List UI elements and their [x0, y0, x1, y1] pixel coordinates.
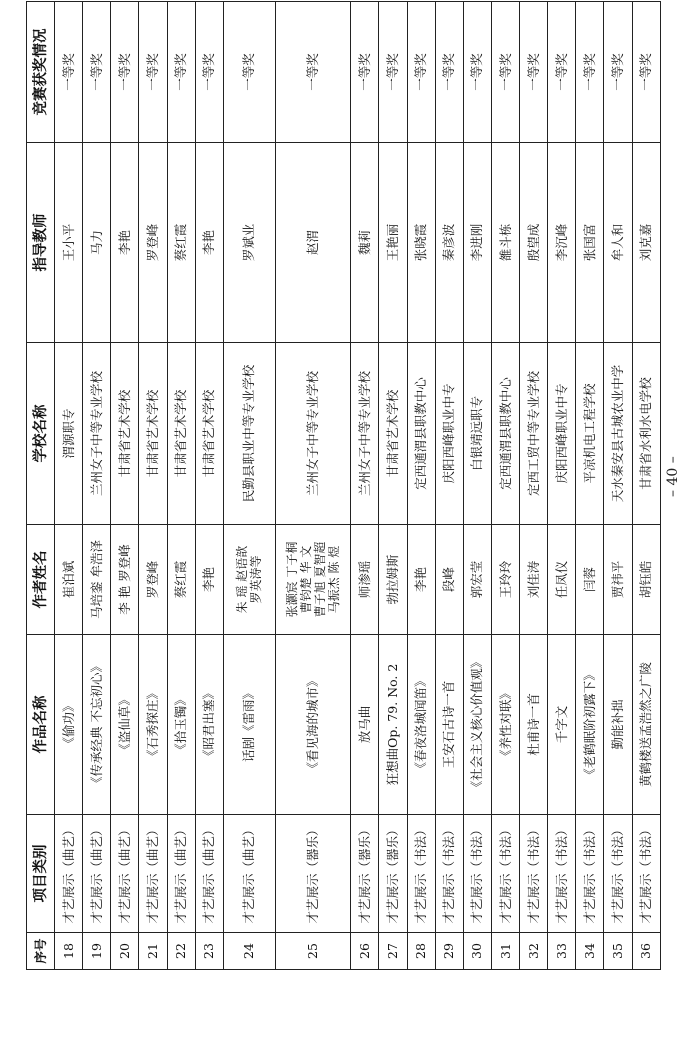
cell-author: 张灏宸 丁子桐 曹钧楚 华 文 曹子旭 夏智超 马振杰 陈 煜 — [276, 525, 351, 635]
cell-school: 兰州女子中等专业学校 — [276, 343, 351, 525]
cell-work: 狂想曲Op. 79. No. 2 — [379, 635, 407, 815]
cell-no: 23 — [195, 933, 223, 970]
cell-category: 才艺展示（器乐） — [379, 815, 407, 933]
cell-award: 一等奖 — [55, 2, 83, 143]
table-row — [407, 2, 435, 970]
table-row — [435, 2, 463, 970]
cell-category: 才艺展示（曲艺） — [83, 815, 111, 933]
cell-work: 《昭君出塞》 — [195, 635, 223, 815]
cell-category: 才艺展示（曲艺） — [195, 815, 223, 933]
table-row — [111, 2, 139, 970]
cell-teacher: 蔡红霞 — [167, 143, 195, 343]
cell-school: 兰州女子中等专业学校 — [351, 343, 379, 525]
cell-teacher: 李艳 — [111, 143, 139, 343]
cell-no: 28 — [407, 933, 435, 970]
cell-no: 24 — [223, 933, 275, 970]
cell-teacher: 牟人和 — [604, 143, 632, 343]
cell-work: 《养性对联》 — [491, 635, 519, 815]
cell-school: 渭源职专 — [55, 343, 83, 525]
cell-work: 《老鹤眠阶初露下》 — [576, 635, 604, 815]
cell-author: 马培銮 牟浩泽 — [83, 525, 111, 635]
cell-school: 甘肃省艺术学校 — [167, 343, 195, 525]
cell-no: 21 — [139, 933, 167, 970]
table-row — [520, 2, 548, 970]
cell-work: 《盗仙草》 — [111, 635, 139, 815]
cell-category: 才艺展示（书法） — [548, 815, 576, 933]
cell-author: 胡钰皓 — [632, 525, 660, 635]
cell-award: 一等奖 — [223, 2, 275, 143]
cell-award: 一等奖 — [463, 2, 491, 143]
table-row — [167, 2, 195, 970]
cell-teacher: 殷望成 — [520, 143, 548, 343]
cell-no: 22 — [167, 933, 195, 970]
cell-category: 才艺展示（书法） — [604, 815, 632, 933]
cell-category: 才艺展示（书法） — [491, 815, 519, 933]
table-row — [463, 2, 491, 970]
cell-school: 天水秦安县古城农业中学 — [604, 343, 632, 525]
cell-category: 才艺展示（书法） — [632, 815, 660, 933]
cell-teacher: 李进刚 — [463, 143, 491, 343]
table-row — [351, 2, 379, 970]
awards-table — [26, 1, 661, 970]
cell-award: 一等奖 — [520, 2, 548, 143]
cell-award: 一等奖 — [632, 2, 660, 143]
cell-teacher: 王艳丽 — [379, 143, 407, 343]
cell-author: 刘佳涛 — [520, 525, 548, 635]
cell-author: 闫蓉 — [576, 525, 604, 635]
table-row — [576, 2, 604, 970]
cell-award: 一等奖 — [379, 2, 407, 143]
cell-award: 一等奖 — [351, 2, 379, 143]
header-teacher: 指导教师 — [27, 143, 55, 343]
cell-no: 18 — [55, 933, 83, 970]
cell-category: 才艺展示（器乐） — [351, 815, 379, 933]
cell-author: 王玲玲 — [491, 525, 519, 635]
cell-no: 25 — [276, 933, 351, 970]
cell-author: 任凤仪 — [548, 525, 576, 635]
cell-school: 庆阳西峰职业中专 — [435, 343, 463, 525]
cell-school: 甘肃省艺术学校 — [111, 343, 139, 525]
cell-no: 31 — [491, 933, 519, 970]
cell-school: 平凉机电工程学校 — [576, 343, 604, 525]
cell-author: 李艳 — [195, 525, 223, 635]
table-row — [195, 2, 223, 970]
cell-no: 30 — [463, 933, 491, 970]
cell-teacher: 李艳 — [195, 143, 223, 343]
cell-category: 才艺展示（书法） — [463, 815, 491, 933]
cell-teacher: 魏莉 — [351, 143, 379, 343]
table-row — [491, 2, 519, 970]
cell-author: 朱 瑶 赵语歆 罗英涛等 — [223, 525, 275, 635]
cell-author: 贾祎平 — [604, 525, 632, 635]
cell-school: 甘肃省艺术学校 — [139, 343, 167, 525]
table-row — [632, 2, 660, 970]
table-row — [276, 2, 351, 970]
cell-work: 黄鹤楼送孟浩然之广陵 — [632, 635, 660, 815]
cell-teacher: 张晓霞 — [407, 143, 435, 343]
header-author: 作者姓名 — [27, 525, 55, 635]
table-row — [604, 2, 632, 970]
cell-award: 一等奖 — [195, 2, 223, 143]
cell-category: 才艺展示（器乐） — [276, 815, 351, 933]
header-no: 序号 — [27, 933, 55, 970]
cell-category: 才艺展示（书法） — [407, 815, 435, 933]
cell-no: 20 — [111, 933, 139, 970]
cell-award: 一等奖 — [604, 2, 632, 143]
table-row — [223, 2, 275, 970]
cell-category: 才艺展示（曲艺） — [111, 815, 139, 933]
table-row — [379, 2, 407, 970]
cell-teacher: 李沉峰 — [548, 143, 576, 343]
header-row — [27, 2, 55, 970]
cell-category: 才艺展示（曲艺） — [139, 815, 167, 933]
cell-work: 《传承经典 不忘初心》 — [83, 635, 111, 815]
header-award: 竞赛获奖情况 — [27, 2, 55, 143]
cell-award: 一等奖 — [83, 2, 111, 143]
cell-teacher: 秦彦波 — [435, 143, 463, 343]
cell-work: 放马曲 — [351, 635, 379, 815]
cell-author: 蔡红霞 — [167, 525, 195, 635]
cell-work: 千字文 — [548, 635, 576, 815]
cell-work: 王安石古诗一首 — [435, 635, 463, 815]
table-row — [139, 2, 167, 970]
cell-no: 36 — [632, 933, 660, 970]
cell-school: 甘肃省艺术学校 — [195, 343, 223, 525]
cell-school: 庆阳西峰职业中专 — [548, 343, 576, 525]
cell-award: 一等奖 — [139, 2, 167, 143]
cell-award: 一等奖 — [576, 2, 604, 143]
cell-no: 26 — [351, 933, 379, 970]
cell-category: 才艺展示（曲艺） — [223, 815, 275, 933]
page-number: – 40 – — [665, 456, 681, 497]
cell-work: 《春夜洛城闻笛》 — [407, 635, 435, 815]
cell-no: 32 — [520, 933, 548, 970]
cell-teacher: 刘克嘉 — [632, 143, 660, 343]
cell-author: 郭宏莹 — [463, 525, 491, 635]
cell-no: 29 — [435, 933, 463, 970]
cell-teacher: 罗登峰 — [139, 143, 167, 343]
cell-school: 定西通渭县职教中心 — [407, 343, 435, 525]
cell-award: 一等奖 — [276, 2, 351, 143]
header-school: 学校名称 — [27, 343, 55, 525]
cell-category: 才艺展示（书法） — [576, 815, 604, 933]
cell-work: 《看见海的城市》 — [276, 635, 351, 815]
cell-award: 一等奖 — [548, 2, 576, 143]
cell-school: 兰州女子中等专业学校 — [83, 343, 111, 525]
cell-work: 话剧《雷雨》 — [223, 635, 275, 815]
cell-teacher: 雒斗栋 — [491, 143, 519, 343]
cell-no: 27 — [379, 933, 407, 970]
cell-work: 《拾玉镯》 — [167, 635, 195, 815]
cell-award: 一等奖 — [435, 2, 463, 143]
cell-award: 一等奖 — [111, 2, 139, 143]
header-category: 项目类别 — [27, 815, 55, 933]
cell-author: 李 艳 罗登峰 — [111, 525, 139, 635]
cell-school: 定西工贸中等专业学校 — [520, 343, 548, 525]
cell-teacher: 罗斌业 — [223, 143, 275, 343]
cell-work: 杜甫诗一首 — [520, 635, 548, 815]
cell-teacher: 赵渭 — [276, 143, 351, 343]
table-row — [548, 2, 576, 970]
cell-no: 34 — [576, 933, 604, 970]
cell-author: 李艳 — [407, 525, 435, 635]
cell-award: 一等奖 — [491, 2, 519, 143]
cell-author: 崔泊斌 — [55, 525, 83, 635]
cell-school: 民勤县职业中等专业学校 — [223, 343, 275, 525]
cell-school: 定西通渭县职教中心 — [491, 343, 519, 525]
cell-no: 33 — [548, 933, 576, 970]
cell-category: 才艺展示（书法） — [520, 815, 548, 933]
cell-author: 师渗瑶 — [351, 525, 379, 635]
cell-author: 罗登峰 — [139, 525, 167, 635]
cell-no: 35 — [604, 933, 632, 970]
cell-category: 才艺展示（曲艺） — [55, 815, 83, 933]
cell-category: 才艺展示（曲艺） — [167, 815, 195, 933]
cell-school: 甘肃省艺术学校 — [379, 343, 407, 525]
cell-teacher: 王小平 — [55, 143, 83, 343]
cell-work: 《石秀探庄》 — [139, 635, 167, 815]
cell-teacher: 马力 — [83, 143, 111, 343]
cell-author: 段峰 — [435, 525, 463, 635]
cell-no: 19 — [83, 933, 111, 970]
cell-school: 甘肃省水利水电学校 — [632, 343, 660, 525]
header-work: 作品名称 — [27, 635, 55, 815]
table-row — [83, 2, 111, 970]
cell-work: 《偷功》 — [55, 635, 83, 815]
table-row — [55, 2, 83, 970]
cell-work: 《社会主义核心价值观》 — [463, 635, 491, 815]
cell-award: 一等奖 — [407, 2, 435, 143]
cell-category: 才艺展示（书法） — [435, 815, 463, 933]
cell-work: 勤能补拙 — [604, 635, 632, 815]
cell-school: 白银靖远职专 — [463, 343, 491, 525]
cell-author: 勃拉姆斯 — [379, 525, 407, 635]
cell-award: 一等奖 — [167, 2, 195, 143]
cell-teacher: 张国富 — [576, 143, 604, 343]
